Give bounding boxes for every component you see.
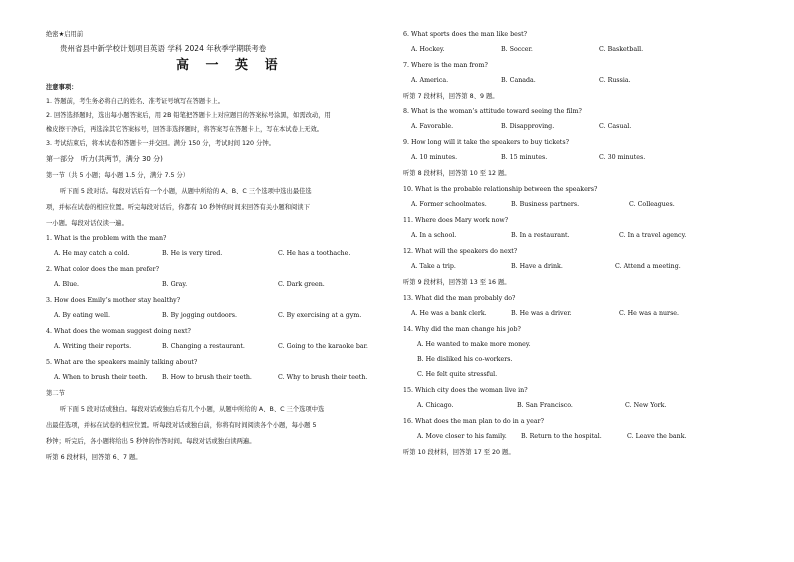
q9-option-b: B. 15 minutes. (501, 154, 548, 161)
note-item-2-cont: 橡皮擦干净后，再选涂其它答案标号，回答非选择题时，将答案写在答题卡上，写在本试卷上无效。 (46, 126, 324, 133)
q16-option-b: B. Return to the hospital. (521, 433, 602, 440)
question-13: 13. What did the man probably do? (403, 295, 516, 302)
q4-option-a: A. Writing their reports. (54, 343, 132, 350)
section2-instruction: 听下面 5 段对话或独白。每段对话或独白后有几个小题，从题中所给的 A、B、C 三个选项中选 (60, 406, 325, 413)
q1-option-b: B. He is very tired. (162, 250, 223, 257)
material-8-heading: 听第 8 段材料，回答第 10 至 12 题。 (403, 170, 511, 177)
q13-option-c: C. He was a nurse. (619, 310, 680, 317)
section1-heading: 第一节（共 5 小题；每小题 1.5 分，满分 7.5 分） (46, 172, 190, 179)
q12-option-a: A. Take a trip. (411, 263, 456, 270)
q12-option-b: B. Have a drink. (511, 263, 563, 270)
section2-instruction-3: 秒钟；听完后，各小题将给出 5 秒钟的作答时间。每段对话或独白读两遍。 (46, 438, 256, 445)
notes-heading: 注意事项： (46, 84, 78, 91)
q16-option-c: C. Leave the bank. (627, 433, 687, 440)
q4-option-b: B. Changing a restaurant. (162, 343, 245, 350)
question-15: 15. Which city does the woman live in? (403, 387, 528, 394)
material-6-heading: 听第 6 段材料，回答第 6、7 题。 (46, 454, 142, 461)
q2-option-a: A. Blue. (54, 281, 79, 288)
question-7: 7. Where is the man from? (403, 62, 488, 69)
exam-title: 贵州省县中新学校计划项目英语 学科 2024 年秋季学期联考卷 (60, 44, 267, 53)
material-10-heading: 听第 10 段材料，回答第 17 至 20 题。 (403, 449, 515, 456)
q12-option-c: C. Attend a meeting. (615, 263, 681, 270)
note-item-3: 3. 考试结束后，将本试卷和答题卡一并交回。满分 150 分，考试时间 120 分钟。 (46, 140, 275, 147)
q7-option-b: B. Canada. (501, 77, 536, 84)
question-9: 9. How long will it take the speakers to buy tickets? (403, 139, 569, 146)
q5-option-c: C. Why to brush their teeth. (278, 374, 368, 381)
note-item-1: 1. 答题前，考生务必将自己的姓名、准考证号填写在答题卡上。 (46, 98, 225, 105)
q10-option-a: A. Former schoolmates. (411, 201, 487, 208)
q10-option-c: C. Colleagues. (629, 201, 675, 208)
q6-option-b: B. Soccer. (501, 46, 533, 53)
section1-instruction-3: 一小题。每段对话仅读一遍。 (46, 220, 128, 227)
section2-instruction-2: 出最佳选项，并标在试卷的相应位置。听每段对话或独白前，你将有时间阅读各个小题，每小题 5 (46, 422, 317, 429)
q14-option-a: A. He wanted to make more money. (417, 341, 531, 348)
q2-option-c: C. Dark green. (278, 281, 325, 288)
question-2: 2. What color does the man prefer? (46, 266, 160, 273)
q8-option-a: A. Favorable. (411, 123, 454, 130)
q14-option-c: C. He felt quite stressful. (417, 371, 498, 378)
question-8: 8. What is the woman’s attitude toward seeing the film? (403, 108, 582, 115)
q8-option-c: C. Casual. (599, 123, 632, 130)
q6-option-c: C. Basketball. (599, 46, 644, 53)
q13-option-a: A. He was a bank clerk. (411, 310, 487, 317)
q7-option-a: A. America. (411, 77, 449, 84)
q11-option-c: C. In a travel agency. (619, 232, 687, 239)
material-7-heading: 听第 7 段材料，回答第 8、9 题。 (403, 93, 499, 100)
secret-label: 绝密★启用前 (46, 31, 84, 38)
question-12: 12. What will the speakers do next? (403, 248, 518, 255)
q3-option-c: C. By exercising at a gym. (278, 312, 362, 319)
note-item-2: 2. 回答选择题时，选出每小题答案后，用 2B 铅笔把答题卡上对应题目的答案标号涂黑，如需改动，用 (46, 112, 331, 119)
question-3: 3. How does Emily’s mother stay healthy? (46, 297, 181, 304)
q9-option-c: C. 30 minutes. (599, 154, 646, 161)
material-9-heading: 听第 9 段材料，回答第 13 至 16 题。 (403, 279, 511, 286)
question-5: 5. What are the speakers mainly talking about? (46, 359, 198, 366)
question-11: 11. Where does Mary work now? (403, 217, 509, 224)
question-1: 1. What is the problem with the man? (46, 235, 167, 242)
part1-heading: 第一部分 听力(共两节，满分 30 分) (46, 155, 163, 163)
q16-option-a: A. Move closer to his family. (417, 433, 507, 440)
q8-option-b: B. Disapproving. (501, 123, 555, 130)
q13-option-b: B. He was a driver. (511, 310, 572, 317)
q3-option-b: B. By jogging outdoors. (162, 312, 237, 319)
q9-option-a: A. 10 minutes. (411, 154, 458, 161)
q1-option-a: A. He may catch a cold. (54, 250, 130, 257)
question-6: 6. What sports does the man like best? (403, 31, 527, 38)
q2-option-b: B. Gray. (162, 281, 188, 288)
question-10: 10. What is the probable relationship between the speakers? (403, 186, 598, 193)
question-4: 4. What does the woman suggest doing next? (46, 328, 191, 335)
q11-option-a: A. In a school. (411, 232, 457, 239)
q10-option-b: B. Business partners. (511, 201, 580, 208)
section2-heading: 第二节 (46, 390, 65, 397)
q5-option-a: A. When to brush their teeth. (54, 374, 148, 381)
q5-option-b: B. How to brush their teeth. (162, 374, 252, 381)
q7-option-c: C. Russia. (599, 77, 631, 84)
section1-instruction: 听下面 5 段对话。每段对话后有一个小题，从题中所给的 A、B、C 三个选项中选出最佳选 (60, 188, 312, 195)
question-14: 14. Why did the man change his job? (403, 326, 521, 333)
question-16: 16. What does the man plan to do in a year? (403, 418, 544, 425)
subject-title: 高 一 英 语 (176, 58, 284, 73)
q15-option-c: C. New York. (625, 402, 667, 409)
q1-option-c: C. He has a toothache. (278, 250, 351, 257)
q3-option-a: A. By eating well. (54, 312, 110, 319)
q15-option-a: A. Chicago. (417, 402, 454, 409)
q4-option-c: C. Going to the karaoke bar. (278, 343, 368, 350)
q14-option-b: B. He disliked his co-workers. (417, 356, 513, 363)
q15-option-b: B. San Francisco. (517, 402, 573, 409)
section1-instruction-2: 项，并标在试卷的相应位置。听完每段对话后，你都有 10 秒钟的时间来回答有关小题和阅读下 (46, 204, 310, 211)
q6-option-a: A. Hockey. (411, 46, 445, 53)
q11-option-b: B. In a restaurant. (511, 232, 570, 239)
